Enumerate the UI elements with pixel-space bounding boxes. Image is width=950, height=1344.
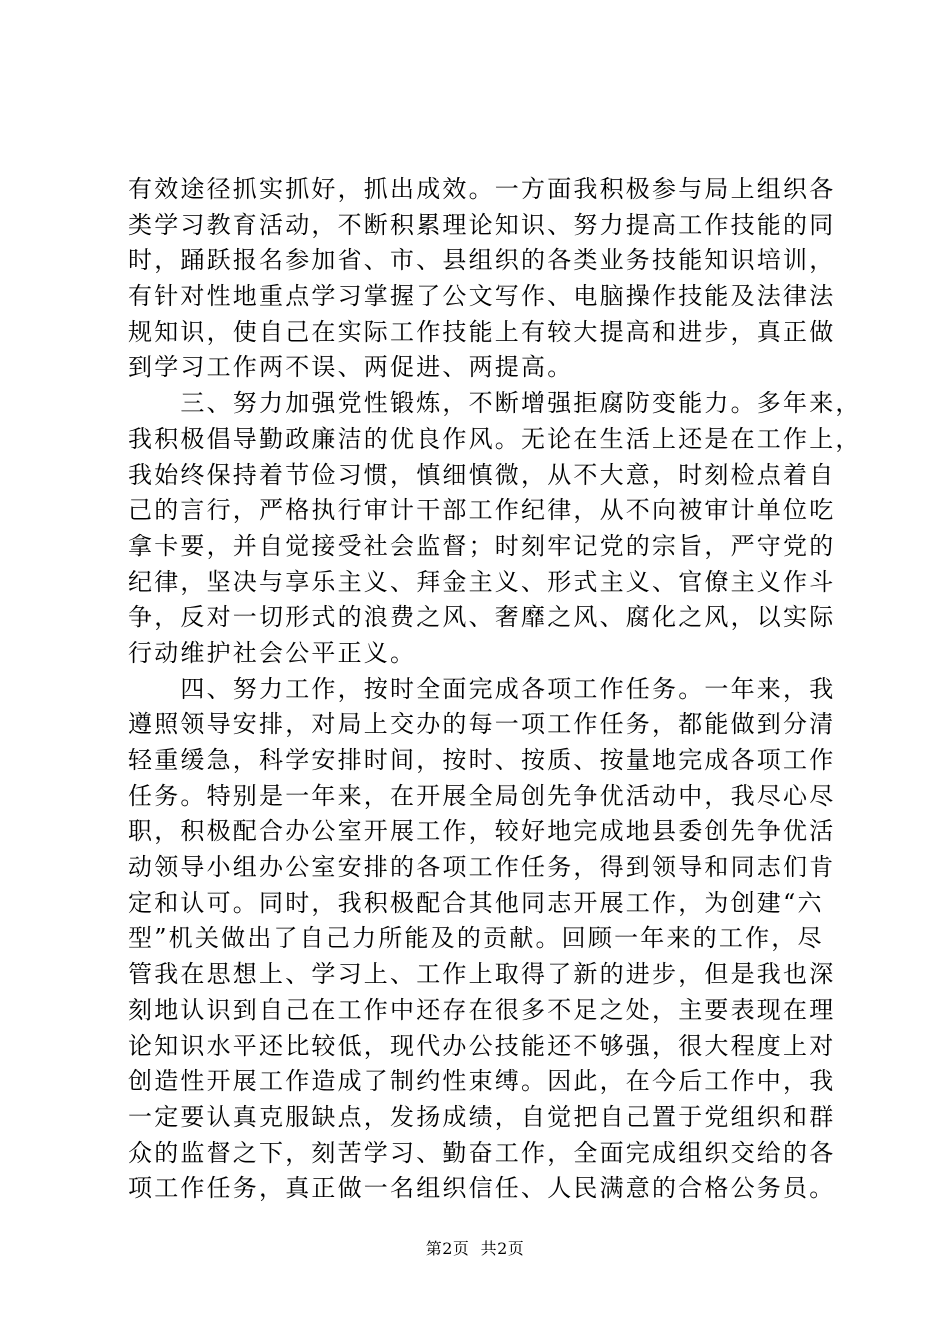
page-number-label: 第2页 共2页 — [425, 1239, 525, 1258]
text-line: 众的监督之下，刻苦学习、勤奋工作，全面完成组织交给的各 — [128, 1138, 836, 1167]
text-line: 行动维护社会公平正义。 — [128, 638, 417, 667]
text-line: 项工作任务，真正做一名组织信任、人民满意的合格公务员。 — [128, 1174, 836, 1203]
text-line: 一定要认真克服缺点，发扬成绩，自觉把自己置于党组织和群 — [128, 1102, 836, 1131]
text-line: 纪律，坚决与享乐主义、拜金主义、形式主义、官僚主义作斗 — [128, 567, 836, 596]
text-line: 时，踊跃报名参加省、市、县组织的各类业务技能知识培训， — [128, 246, 836, 275]
text-line: 型”机关做出了自己力所能及的贡献。回顾一年来的工作，尽 — [128, 924, 824, 953]
text-line: 刻地认识到自己在工作中还存在很多不足之处，主要表现在理 — [128, 995, 836, 1024]
text-line: 我始终保持着节俭习惯，慎细慎微，从不大意，时刻检点着自 — [128, 460, 836, 489]
text-line: 任务。特别是一年来，在开展全局创先争优活动中，我尽心尽 — [128, 781, 836, 810]
text-line: 遵照领导安排，对局上交办的每一项工作任务，都能做到分清 — [128, 710, 836, 739]
text-line: 定和认可。同时，我积极配合其他同志开展工作，为创建“六 — [128, 888, 824, 917]
text-line: 论知识水平还比较低，现代办公技能还不够强，很大程度上对 — [128, 1031, 836, 1060]
text-line: 职，积极配合办公室开展工作，较好地完成地县委创先争优活 — [128, 817, 836, 846]
text-line: 到学习工作两不误、两促进、两提高。 — [128, 353, 574, 382]
text-line: 创造性开展工作造成了制约性束缚。因此，在今后工作中，我 — [128, 1067, 836, 1096]
text-line: 争，反对一切形式的浪费之风、奢靡之风、腐化之风，以实际 — [128, 603, 836, 632]
text-line: 四、努力工作，按时全面完成各项工作任务。一年来，我 — [128, 674, 836, 703]
text-line: 规知识，使自己在实际工作技能上有较大提高和进步，真正做 — [128, 317, 836, 346]
text-line: 管我在思想上、学习上、工作上取得了新的进步，但是我也深 — [128, 960, 836, 989]
text-line: 有针对性地重点学习掌握了公文写作、电脑操作技能及法律法 — [128, 282, 836, 311]
body-text — [128, 172, 862, 1207]
text-line: 轻重缓急，科学安排时间，按时、按质、按量地完成各项工作 — [128, 746, 836, 774]
text-line: 我积极倡导勤政廉洁的优良作风。无论在生活上还是在工作上， — [128, 424, 862, 453]
text-line: 有效途径抓实抓好，抓出成效。一方面我积极参与局上组织各 — [128, 175, 836, 203]
text-line: 三、努力加强党性锻炼，不断增强拒腐防变能力。多年来， — [128, 389, 862, 418]
text-line: 拿卡要，并自觉接受社会监督；时刻牢记党的宗旨，严守党的 — [128, 531, 836, 560]
page-footer — [0, 1238, 950, 1260]
text-line: 动领导小组办公室安排的各项工作任务，得到领导和同志们肯 — [128, 853, 836, 882]
text-line: 己的言行，严格执行审计干部工作纪律，从不向被审计单位吃 — [128, 496, 836, 525]
text-line: 类学习教育活动，不断积累理论知识、努力提高工作技能的同 — [128, 210, 836, 239]
